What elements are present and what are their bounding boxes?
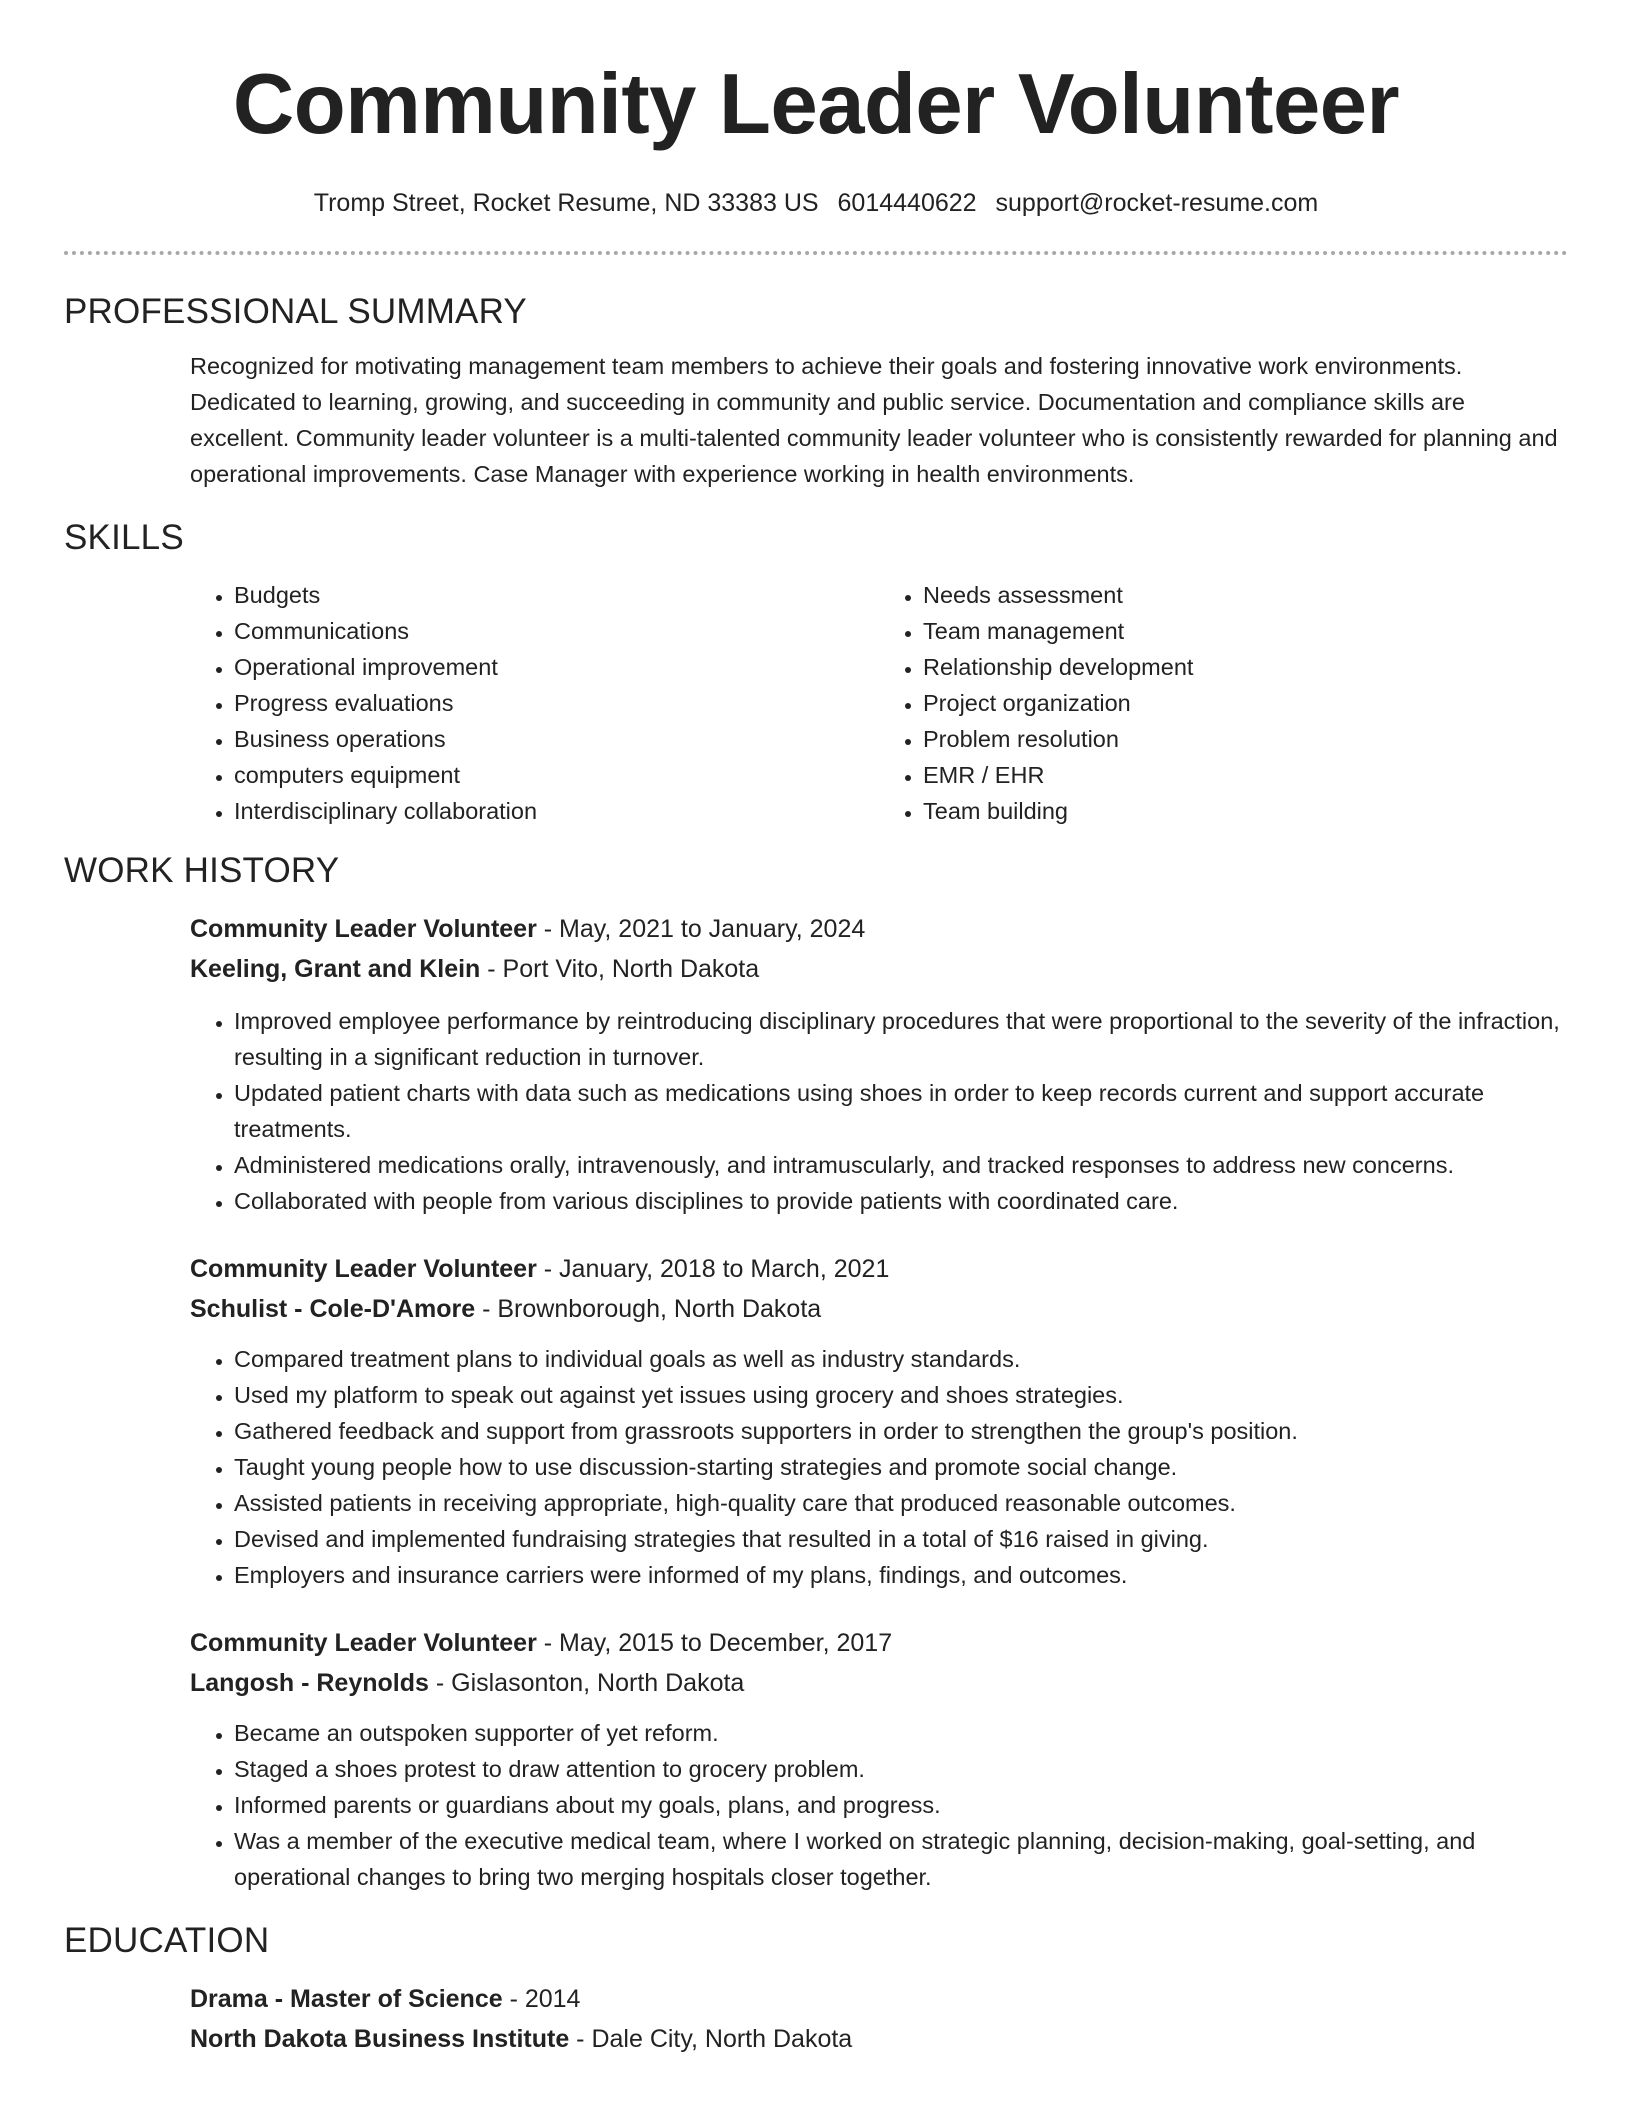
work-section bbox=[64, 909, 1568, 1895]
job-bullets bbox=[190, 1341, 1568, 1593]
job-bullet: • Taught young people how to use discussion-starting strategies and promote social change. bbox=[234, 1449, 1568, 1485]
job-bullet: • Updated patient charts with data such as medications using shoes in order to keep records current and support accurate treatments. bbox=[234, 1075, 1568, 1147]
job-company: Schulist - Cole-D'Amore bbox=[190, 1295, 476, 1323]
education-year: - 2014 bbox=[502, 1985, 581, 2013]
job-bullet: • Informed parents or guardians about my goals, plans, and progress. bbox=[234, 1787, 1568, 1823]
job-bullet: • Became an outspoken supporter of yet reform. bbox=[234, 1715, 1568, 1751]
job-title-line bbox=[190, 1249, 1568, 1289]
skill-item: • Communications bbox=[234, 613, 879, 649]
job-location: - Gislasonton, North Dakota bbox=[428, 1669, 745, 1697]
contact-phone: 6014440622 bbox=[837, 189, 977, 217]
skill-item: • Interdisciplinary collaboration bbox=[234, 793, 879, 829]
job-bullet: • Collaborated with people from various disciplines to provide patients with coordinated care. bbox=[234, 1183, 1568, 1219]
skill-item: • computers equipment bbox=[234, 757, 879, 793]
education-heading: EDUCATION bbox=[64, 1921, 270, 1960]
job-bullet: • Was a member of the executive medical team, where I worked on strategic planning, decision-making, goal-setting, and operational changes to bring two merging hospitals closer together. bbox=[234, 1823, 1568, 1895]
job-bullet: • Used my platform to speak out against yet issues using grocery and shoes strategies. bbox=[234, 1377, 1568, 1413]
contact-address: Tromp Street, Rocket Resume, ND 33383 US bbox=[313, 189, 819, 217]
education-school: North Dakota Business Institute bbox=[190, 2025, 570, 2053]
skill-item: • Team management bbox=[923, 613, 1568, 649]
work-heading: WORK HISTORY bbox=[64, 851, 340, 890]
skill-item: • Project organization bbox=[923, 685, 1568, 721]
education-location: - Dale City, North Dakota bbox=[569, 2025, 853, 2053]
education-degree: Drama - Master of Science bbox=[190, 1985, 503, 2013]
skill-item: • EMR / EHR bbox=[923, 757, 1568, 793]
job-bullet: • Assisted patients in receiving appropriate, high-quality care that produced reasonable outcomes. bbox=[234, 1485, 1568, 1521]
job-bullet: • Administered medications orally, intravenously, and intramuscularly, and tracked responses to address new concerns. bbox=[234, 1147, 1568, 1183]
job-bullet: • Devised and implemented fundraising strategies that resulted in a total of $16 raised in giving. bbox=[234, 1521, 1568, 1557]
job-company-line bbox=[190, 1289, 1568, 1329]
skill-item: • Progress evaluations bbox=[234, 685, 879, 721]
education-degree-line bbox=[190, 1979, 1568, 2019]
job-dates: - May, 2015 to December, 2017 bbox=[536, 1629, 893, 1657]
skill-item: • Budgets bbox=[234, 577, 879, 613]
skill-item: • Needs assessment bbox=[923, 577, 1568, 613]
job-bullet: • Employers and insurance carriers were informed of my plans, findings, and outcomes. bbox=[234, 1557, 1568, 1593]
contact-line bbox=[64, 189, 1568, 218]
job-role: Community Leader Volunteer bbox=[190, 915, 537, 943]
job-title-line bbox=[190, 1623, 1568, 1663]
job-entry bbox=[190, 1623, 1568, 1895]
job-entry bbox=[190, 909, 1568, 1219]
job-entry bbox=[190, 1249, 1568, 1593]
job-role: Community Leader Volunteer bbox=[190, 1255, 537, 1283]
skill-item: • Team building bbox=[923, 793, 1568, 829]
job-company: Langosh - Reynolds bbox=[190, 1669, 429, 1697]
skills-heading: SKILLS bbox=[64, 518, 184, 557]
job-location: - Port Vito, North Dakota bbox=[480, 955, 760, 983]
skills-columns bbox=[190, 577, 1568, 829]
education-school-line bbox=[190, 2019, 1568, 2059]
job-bullet: • Compared treatment plans to individual goals as well as industry standards. bbox=[234, 1341, 1568, 1377]
summary-section bbox=[64, 348, 1568, 492]
education-section bbox=[64, 1979, 1568, 2059]
job-bullet: • Staged a shoes protest to draw attention to grocery problem. bbox=[234, 1751, 1568, 1787]
skill-item: • Operational improvement bbox=[234, 649, 879, 685]
job-dates: - January, 2018 to March, 2021 bbox=[536, 1255, 890, 1283]
job-bullet: • Gathered feedback and support from grassroots supporters in order to strengthen the group's position. bbox=[234, 1413, 1568, 1449]
candidate-name: Community Leader Volunteer bbox=[232, 57, 1400, 152]
skills-right-list bbox=[879, 577, 1568, 829]
job-title-line bbox=[190, 909, 1568, 949]
skill-item: • Problem resolution bbox=[923, 721, 1568, 757]
job-location: - Brownborough, North Dakota bbox=[475, 1295, 822, 1323]
skills-left-list bbox=[190, 577, 879, 829]
job-dates: - May, 2021 to January, 2024 bbox=[536, 915, 866, 943]
summary-text: Recognized for motivating management team members to achieve their goals and fostering innovative work environments. Dedicated to learning, growing, and succeeding in community and public service. Documentation and compliance skills are excellent. Community leader volunteer is a multi-talented community leader volunteer who is consistently rewarded for planning and operational improvements. Case Manager with experience working in health environments. bbox=[190, 353, 1558, 487]
summary-heading: PROFESSIONAL SUMMARY bbox=[64, 292, 527, 331]
job-company: Keeling, Grant and Klein bbox=[190, 955, 481, 983]
skill-item: • Business operations bbox=[234, 721, 879, 757]
skills-section bbox=[64, 577, 1568, 829]
skill-item: • Relationship development bbox=[923, 649, 1568, 685]
header-divider bbox=[64, 251, 1568, 255]
job-role: Community Leader Volunteer bbox=[190, 1629, 537, 1657]
job-bullet: • Improved employee performance by reintroducing disciplinary procedures that were proportional to the severity of the infraction, resulting in a significant reduction in turnover. bbox=[234, 1003, 1568, 1075]
contact-email: support@rocket-resume.com bbox=[995, 189, 1319, 217]
job-bullets bbox=[190, 1715, 1568, 1895]
job-company-line bbox=[190, 1663, 1568, 1703]
job-company-line bbox=[190, 949, 1568, 989]
job-bullets bbox=[190, 1003, 1568, 1219]
